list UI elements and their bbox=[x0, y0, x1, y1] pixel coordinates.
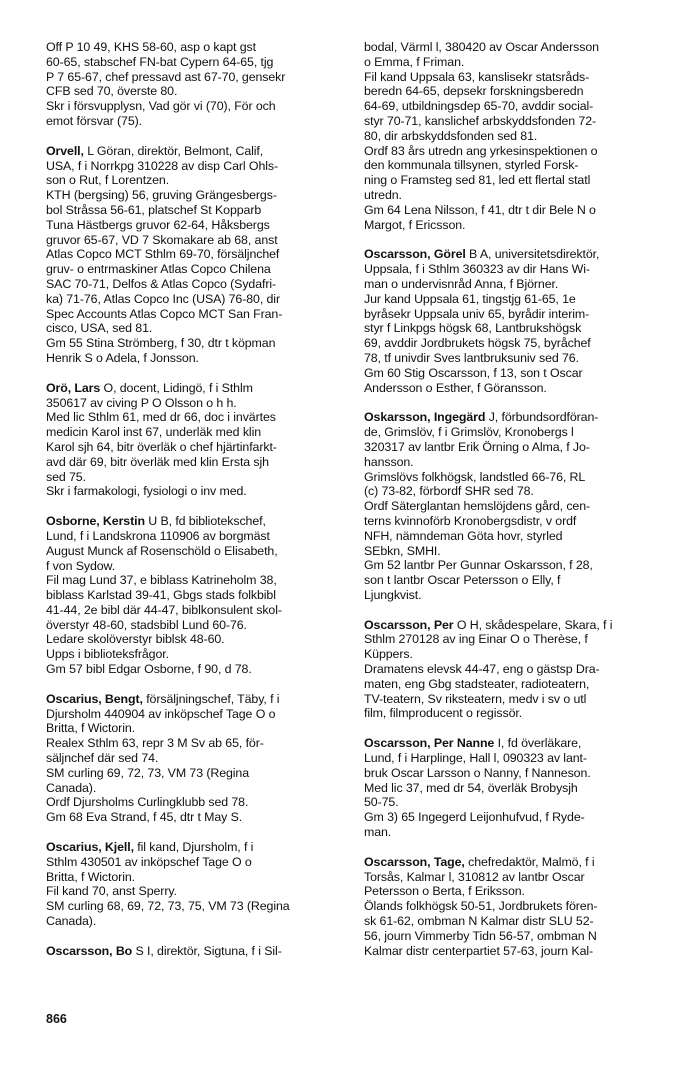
entry-text: SAC 70-71, Delfos & Atlas Copco (Sydafri- bbox=[46, 276, 277, 291]
entry-text: gruvor 65-67, VD 7 Skomakare ab 68, anst bbox=[46, 232, 278, 247]
entry-text: Ljungkvist. bbox=[364, 587, 422, 602]
entry-text: Atlas Copco MCT Sthlm 69-70, försäljnchef bbox=[46, 247, 280, 262]
entry-text: Andersson o Esther, f Göransson. bbox=[364, 380, 547, 395]
entry-name: Oscarsson, Per Nanne bbox=[364, 736, 495, 751]
entry-line bbox=[364, 499, 658, 514]
biography-entry bbox=[364, 410, 658, 602]
entry-name: Osborne, Kerstin bbox=[46, 514, 145, 529]
entry-text: Gm 64 Lena Nilsson, f 41, dtr t dir Bele N o bbox=[364, 202, 596, 217]
entry-line bbox=[364, 277, 658, 292]
biography-entry bbox=[364, 247, 658, 395]
entry-text: beredn 64-65, depsekr forskningsberedn bbox=[364, 84, 584, 99]
entry-text: Sthlm 270128 av ing Einar O o Therèse, f bbox=[364, 632, 588, 647]
entry-text: 69, avddir Jordbrukets högsk 75, byråchef bbox=[364, 336, 591, 351]
entry-line bbox=[364, 914, 658, 929]
entry-text: 350617 av civing P O Olsson o h h. bbox=[46, 395, 237, 410]
entry-line bbox=[46, 766, 338, 781]
entry-text: Margot, f Ericsson. bbox=[364, 217, 466, 232]
biography-entry bbox=[364, 618, 658, 722]
entry-line bbox=[46, 410, 338, 425]
entry-text: Skr i försvupplysn, Vad gör vi (70), För och bbox=[46, 99, 276, 114]
entry-text: Med lic Sthlm 61, med dr 66, doc i invärtes bbox=[46, 410, 276, 425]
entry-text: Fil kand Uppsala 63, kanslisekr statsråds- bbox=[364, 69, 590, 84]
entry-text: Realex Sthlm 63, repr 3 M Sv ab 65, för- bbox=[46, 736, 264, 751]
entry-text: bruk Oscar Larsson o Nanny, f Nanneson. bbox=[364, 765, 591, 780]
entry-line bbox=[46, 188, 338, 203]
entry-line bbox=[46, 292, 338, 307]
entry-line bbox=[46, 514, 338, 529]
entry-text: Henrik S o Adela, f Jonsson. bbox=[46, 350, 199, 365]
entry-text: U B, fd bibliotekschef, bbox=[144, 514, 266, 529]
entry-text: I, fd överläkare, bbox=[494, 736, 582, 751]
entry-text: 56, journ Vimmerby Tidn 56-57, ombman N bbox=[364, 928, 597, 943]
biography-entry bbox=[46, 144, 338, 366]
entry-line bbox=[364, 795, 658, 810]
entry-line bbox=[364, 55, 658, 70]
entry-text: Canada). bbox=[46, 914, 97, 929]
entry-line bbox=[46, 692, 338, 707]
entry-line bbox=[364, 455, 658, 470]
entry-text: 320317 av lantbr Erik Örning o Alma, f Jo- bbox=[364, 439, 590, 454]
entry-text: S I, direktör, Sigtuna, f i Sil- bbox=[132, 943, 282, 958]
entry-text: biblass Karlstad 39-41, Gbgs stads folkbibl bbox=[46, 588, 276, 603]
entry-line bbox=[46, 203, 338, 218]
entry-line bbox=[364, 810, 658, 825]
entry-text: bol Stråssa 56-61, platschef St Kopparb bbox=[46, 202, 262, 217]
entry-line bbox=[364, 899, 658, 914]
entry-text: 80, dir arbskyddsfonden sed 81. bbox=[364, 128, 538, 143]
entry-name: Oscarsson, Görel bbox=[364, 247, 466, 262]
entry-text: Jur kand Uppsala 61, tingstjg 61-65, 1e bbox=[364, 291, 576, 306]
entry-line bbox=[364, 307, 658, 322]
biography-entry bbox=[46, 840, 338, 929]
entry-line bbox=[364, 677, 658, 692]
entry-line bbox=[364, 40, 658, 55]
entry-text: son o Rut, f Lorentzen. bbox=[46, 173, 170, 188]
entry-text: säljnchef där sed 74. bbox=[46, 751, 159, 766]
entry-line bbox=[46, 84, 338, 99]
entry-name: Orvell, bbox=[46, 143, 84, 158]
entry-line bbox=[364, 218, 658, 233]
entry-line bbox=[364, 766, 658, 781]
entry-line bbox=[46, 233, 338, 248]
entry-text: Fil kand 70, anst Sperry. bbox=[46, 884, 177, 899]
entry-line bbox=[364, 706, 658, 721]
entry-name: Oscarsson, Per bbox=[364, 617, 454, 632]
entry-line bbox=[46, 307, 338, 322]
entry-line bbox=[364, 440, 658, 455]
entry-line bbox=[364, 84, 658, 99]
entry-line bbox=[364, 70, 658, 85]
entry-text: styr 70-71, kanslichef arbskyddsfonden 72- bbox=[364, 113, 597, 128]
entry-line bbox=[46, 855, 338, 870]
entry-line bbox=[364, 114, 658, 129]
entry-text: L Göran, direktör, Belmont, Calif, bbox=[83, 143, 264, 158]
entry-text: den kommunala tillsynen, styrled Forsk- bbox=[364, 158, 579, 173]
entry-line bbox=[46, 277, 338, 292]
entry-text: Sthlm 430501 av inköpschef Tage O o bbox=[46, 854, 252, 869]
entry-line bbox=[364, 425, 658, 440]
entry-text: f von Sydow. bbox=[46, 558, 116, 573]
entry-text: (c) 73-82, förbordf SHR sed 78. bbox=[364, 484, 534, 499]
entry-line bbox=[364, 410, 658, 425]
entry-line bbox=[364, 470, 658, 485]
entry-line bbox=[46, 795, 338, 810]
entry-text: B A, universitetsdirektör, bbox=[465, 247, 600, 262]
entry-line bbox=[46, 914, 338, 929]
entry-text: Britta, f Wictorin. bbox=[46, 869, 135, 884]
entry-text: medicin Karol inst 67, underläk med klin bbox=[46, 425, 262, 440]
entry-text: sed 75. bbox=[46, 469, 86, 484]
entry-text: 50-75. bbox=[364, 795, 399, 810]
entry-text: överstyr 48-60, stadsbibl Lund 60-76. bbox=[46, 617, 247, 632]
entry-line bbox=[46, 262, 338, 277]
entry-text: de, Grimslöv, f i Grimslöv, Kronobergs l bbox=[364, 425, 574, 440]
entry-line bbox=[364, 292, 658, 307]
entry-text: Gm 3) 65 Ingegerd Leijonhufvud, f Ryde- bbox=[364, 810, 585, 825]
biography-entry bbox=[364, 855, 658, 959]
entry-line bbox=[364, 573, 658, 588]
entry-line bbox=[46, 603, 338, 618]
entry-text: man. bbox=[364, 825, 392, 840]
entry-line bbox=[46, 707, 338, 722]
entry-text: Dramatens elevsk 44-47, eng o gästsp Dra- bbox=[364, 662, 600, 677]
entry-text: CFB sed 70, överste 80. bbox=[46, 84, 178, 99]
entry-line bbox=[46, 247, 338, 262]
entry-text: P 7 65-67, chef pressavd ast 67-70, gensekr bbox=[46, 69, 286, 84]
entry-line bbox=[364, 366, 658, 381]
entry-line bbox=[364, 588, 658, 603]
left-column bbox=[46, 40, 338, 974]
entry-line bbox=[364, 262, 658, 277]
entry-line bbox=[46, 529, 338, 544]
entry-text: TV-teatern, Sv riksteatern, medv i sv o utl bbox=[364, 691, 587, 706]
entry-text: Britta, f Wictorin. bbox=[46, 721, 135, 736]
entry-text: Fil mag Lund 37, e biblass Katrineholm 38, bbox=[46, 573, 277, 588]
entry-line bbox=[364, 781, 658, 796]
entry-text: o Emma, f Friman. bbox=[364, 54, 465, 69]
entry-line bbox=[46, 70, 338, 85]
entry-line bbox=[364, 247, 658, 262]
entry-line bbox=[46, 662, 338, 677]
entry-line bbox=[46, 99, 338, 114]
entry-line bbox=[364, 351, 658, 366]
entry-text: Kalmar distr centerpartiet 57-63, journ Kal- bbox=[364, 943, 594, 958]
entry-text: man o undervisnråd Anna, f Björner. bbox=[364, 276, 559, 291]
entry-name: Oscarius, Kjell, bbox=[46, 840, 134, 855]
entry-name: Oscarsson, Tage, bbox=[364, 854, 465, 869]
entry-text: film, filmproducent o regissör. bbox=[364, 706, 523, 721]
entry-text: 60-65, stabschef FN-bat Cypern 64-65, tjg bbox=[46, 54, 274, 69]
entry-text: USA, f i Norrkpg 310228 av disp Carl Ohls- bbox=[46, 158, 279, 173]
entry-line bbox=[364, 99, 658, 114]
right-column bbox=[364, 40, 658, 973]
entry-name: Oskarsson, Ingegärd bbox=[364, 410, 486, 425]
entry-text: Lund, f i Landskrona 110906 av borgmäst bbox=[46, 528, 270, 543]
entry-line bbox=[364, 321, 658, 336]
entry-text: utredn. bbox=[364, 187, 402, 202]
entry-line bbox=[364, 484, 658, 499]
entry-text: SM curling 69, 72, 73, VM 73 (Regina bbox=[46, 765, 250, 780]
entry-text: Skr i farmakologi, fysiologi o inv med. bbox=[46, 484, 247, 499]
entry-text: styr f Linkpgs högsk 68, Lantbrukshögsk bbox=[364, 321, 582, 336]
entry-line bbox=[46, 899, 338, 914]
entry-text: avd där 69, bitr överläk med klin Ersta sjh bbox=[46, 454, 269, 469]
entry-line bbox=[364, 855, 658, 870]
entry-text: Grimslövs folkhögsk, landstled 66-76, RL bbox=[364, 469, 586, 484]
entry-text: Upps i biblioteksfrågor. bbox=[46, 647, 169, 662]
entry-line bbox=[46, 944, 338, 959]
entry-text: Off P 10 49, KHS 58-60, asp o kapt gst bbox=[46, 40, 256, 54]
entry-line bbox=[364, 944, 658, 959]
entry-line bbox=[46, 751, 338, 766]
entry-text: byråsekr Uppsala univ 65, byrådir interim- bbox=[364, 306, 590, 321]
entry-line bbox=[46, 781, 338, 796]
entry-line bbox=[364, 529, 658, 544]
entry-text: SEbkn, SMHI. bbox=[364, 543, 441, 558]
entry-text: Ölands folkhögsk 50-51, Jordbrukets fören- bbox=[364, 899, 598, 914]
entry-line bbox=[46, 159, 338, 174]
entry-line bbox=[46, 440, 338, 455]
biography-entry bbox=[364, 736, 658, 840]
entry-text: Küppers. bbox=[364, 647, 413, 662]
entry-text: Gm 60 Stig Oscarsson, f 13, son t Oscar bbox=[364, 365, 583, 380]
entry-line bbox=[364, 751, 658, 766]
entry-line bbox=[364, 662, 658, 677]
entry-text: Gm 57 bibl Edgar Osborne, f 90, d 78. bbox=[46, 662, 252, 677]
entry-text: J, förbundsordföran- bbox=[485, 410, 599, 425]
entry-text: Petersson o Berta, f Eriksson. bbox=[364, 884, 525, 899]
entry-line bbox=[364, 929, 658, 944]
entry-line bbox=[364, 870, 658, 885]
entry-text: gruv- o entrmaskiner Atlas Copco Chilena bbox=[46, 262, 271, 277]
entry-line bbox=[46, 336, 338, 351]
entry-line bbox=[46, 484, 338, 499]
entry-text: Karol sjh 64, bitr överläk o chef hjärtinfarkt- bbox=[46, 439, 277, 454]
entry-name: Oscarsson, Bo bbox=[46, 943, 133, 958]
entry-text: Canada). bbox=[46, 780, 97, 795]
entry-text: Ordf Djursholms Curlingklubb sed 78. bbox=[46, 795, 249, 810]
page-number: 866 bbox=[46, 1012, 67, 1026]
entry-line bbox=[46, 396, 338, 411]
entry-text: cisco, USA, sed 81. bbox=[46, 321, 153, 336]
biography-entry bbox=[46, 381, 338, 499]
entry-text: Spec Accounts Atlas Copco MCT San Fran- bbox=[46, 306, 283, 321]
entry-text: chefredaktör, Malmö, f i bbox=[464, 854, 595, 869]
entry-text: SM curling 68, 69, 72, 73, 75, VM 73 (Regina bbox=[46, 899, 290, 914]
entry-line bbox=[46, 173, 338, 188]
entry-line bbox=[364, 381, 658, 396]
entry-text: NFH, nämndeman Göta hovr, styrled bbox=[364, 528, 563, 543]
entry-text: KTH (bergsing) 56, gruving Grängesbergs- bbox=[46, 188, 277, 203]
entry-line bbox=[46, 721, 338, 736]
entry-line bbox=[46, 455, 338, 470]
biography-entry bbox=[46, 40, 338, 129]
entry-line bbox=[364, 647, 658, 662]
entry-text: Uppsala, f i Sthlm 360323 av dir Hans Wi- bbox=[364, 262, 590, 277]
entry-line bbox=[364, 544, 658, 559]
entry-line bbox=[46, 588, 338, 603]
entry-text: Torsås, Kalmar l, 310812 av lantbr Oscar bbox=[364, 869, 585, 884]
entry-name: Orö, Lars bbox=[46, 380, 101, 395]
entry-line bbox=[46, 870, 338, 885]
entry-line bbox=[364, 692, 658, 707]
entry-text: Gm 68 Eva Strand, f 45, dtr t May S. bbox=[46, 810, 243, 825]
entry-line bbox=[46, 40, 338, 55]
entry-text: Med lic 37, med dr 54, överläk Brobysjh bbox=[364, 780, 578, 795]
entry-line bbox=[46, 573, 338, 588]
entry-text: försäljningschef, Täby, f i bbox=[142, 691, 280, 706]
entry-text: 78, tf univdir Sves lantbruksuniv sed 76. bbox=[364, 350, 579, 365]
entry-line bbox=[364, 884, 658, 899]
biography-entry bbox=[364, 40, 658, 232]
entry-line bbox=[46, 647, 338, 662]
entry-text: O, docent, Lidingö, f i Sthlm bbox=[100, 380, 253, 395]
entry-line bbox=[46, 736, 338, 751]
entry-line bbox=[46, 114, 338, 129]
entry-line bbox=[364, 514, 658, 529]
entry-line bbox=[46, 381, 338, 396]
entry-line bbox=[46, 559, 338, 574]
entry-line bbox=[46, 632, 338, 647]
entry-text: hansson. bbox=[364, 454, 414, 469]
entry-text: August Munck af Rosenschöld o Elisabeth, bbox=[46, 543, 278, 558]
entry-line bbox=[364, 129, 658, 144]
entry-text: terns kvinnoförb Kronobergsdistr, v ordf bbox=[364, 513, 577, 528]
entry-text: Ordf 83 års utredn ang yrkesinspektionen o bbox=[364, 143, 598, 158]
entry-text: son t lantbr Oscar Petersson o Elly, f bbox=[364, 573, 561, 588]
entry-name: Oscarius, Bengt, bbox=[46, 691, 143, 706]
entry-text: Gm 55 Stina Strömberg, f 30, dtr t köpman bbox=[46, 336, 276, 351]
entry-text: maten, eng Gbg stadsteater, radioteatern, bbox=[364, 676, 590, 691]
entry-line bbox=[46, 544, 338, 559]
entry-line bbox=[364, 188, 658, 203]
entry-line bbox=[364, 558, 658, 573]
entry-line bbox=[364, 158, 658, 173]
entry-line bbox=[46, 351, 338, 366]
entry-text: Lund, f i Harplinge, Hall l, 090323 av lant- bbox=[364, 751, 587, 766]
entry-text: Gm 52 lantbr Per Gunnar Oskarsson, f 28, bbox=[364, 558, 593, 573]
biography-entry bbox=[46, 514, 338, 677]
entry-line bbox=[364, 618, 658, 633]
entry-text: emot försvar (75). bbox=[46, 113, 142, 128]
entry-line bbox=[364, 336, 658, 351]
entry-line bbox=[364, 825, 658, 840]
entry-line bbox=[364, 632, 658, 647]
entry-line bbox=[46, 618, 338, 633]
entry-text: fil kand, Djursholm, f i bbox=[133, 840, 254, 855]
entry-text: bodal, Värml l, 380420 av Oscar Andersson bbox=[364, 40, 599, 54]
biography-entry bbox=[46, 692, 338, 825]
entry-text: 64-69, utbildningsdep 65-70, avddir social- bbox=[364, 99, 594, 114]
entry-line bbox=[46, 810, 338, 825]
entry-line bbox=[46, 425, 338, 440]
entry-line bbox=[46, 218, 338, 233]
entry-line bbox=[364, 173, 658, 188]
entry-line bbox=[364, 144, 658, 159]
entry-line bbox=[364, 736, 658, 751]
entry-line bbox=[46, 321, 338, 336]
entry-text: 41-44, 2e bibl där 44-47, biblkonsulent skol- bbox=[46, 602, 282, 617]
entry-line bbox=[364, 203, 658, 218]
entry-line bbox=[46, 840, 338, 855]
entry-text: ka) 71-76, Atlas Copco Inc (USA) 76-80, dir bbox=[46, 291, 280, 306]
biography-entry bbox=[46, 944, 338, 959]
entry-text: O H, skådespelare, Skara, f i bbox=[453, 617, 613, 632]
entry-line bbox=[46, 470, 338, 485]
entry-text: ning o Framsteg sed 81, led ett flertal statl bbox=[364, 173, 591, 188]
entry-text: Ledare skolöverstyr biblsk 48-60. bbox=[46, 632, 225, 647]
entry-text: Tuna Hästbergs gruvor 62-64, Håksbergs bbox=[46, 217, 270, 232]
entry-line bbox=[46, 884, 338, 899]
entry-text: Djursholm 440904 av inköpschef Tage O o bbox=[46, 706, 276, 721]
entry-text: sk 61-62, ombman N Kalmar distr SLU 52- bbox=[364, 914, 594, 929]
entry-line bbox=[46, 144, 338, 159]
entry-line bbox=[46, 55, 338, 70]
entry-text: Ordf Säterglantan hemslöjdens gård, cen- bbox=[364, 499, 591, 514]
